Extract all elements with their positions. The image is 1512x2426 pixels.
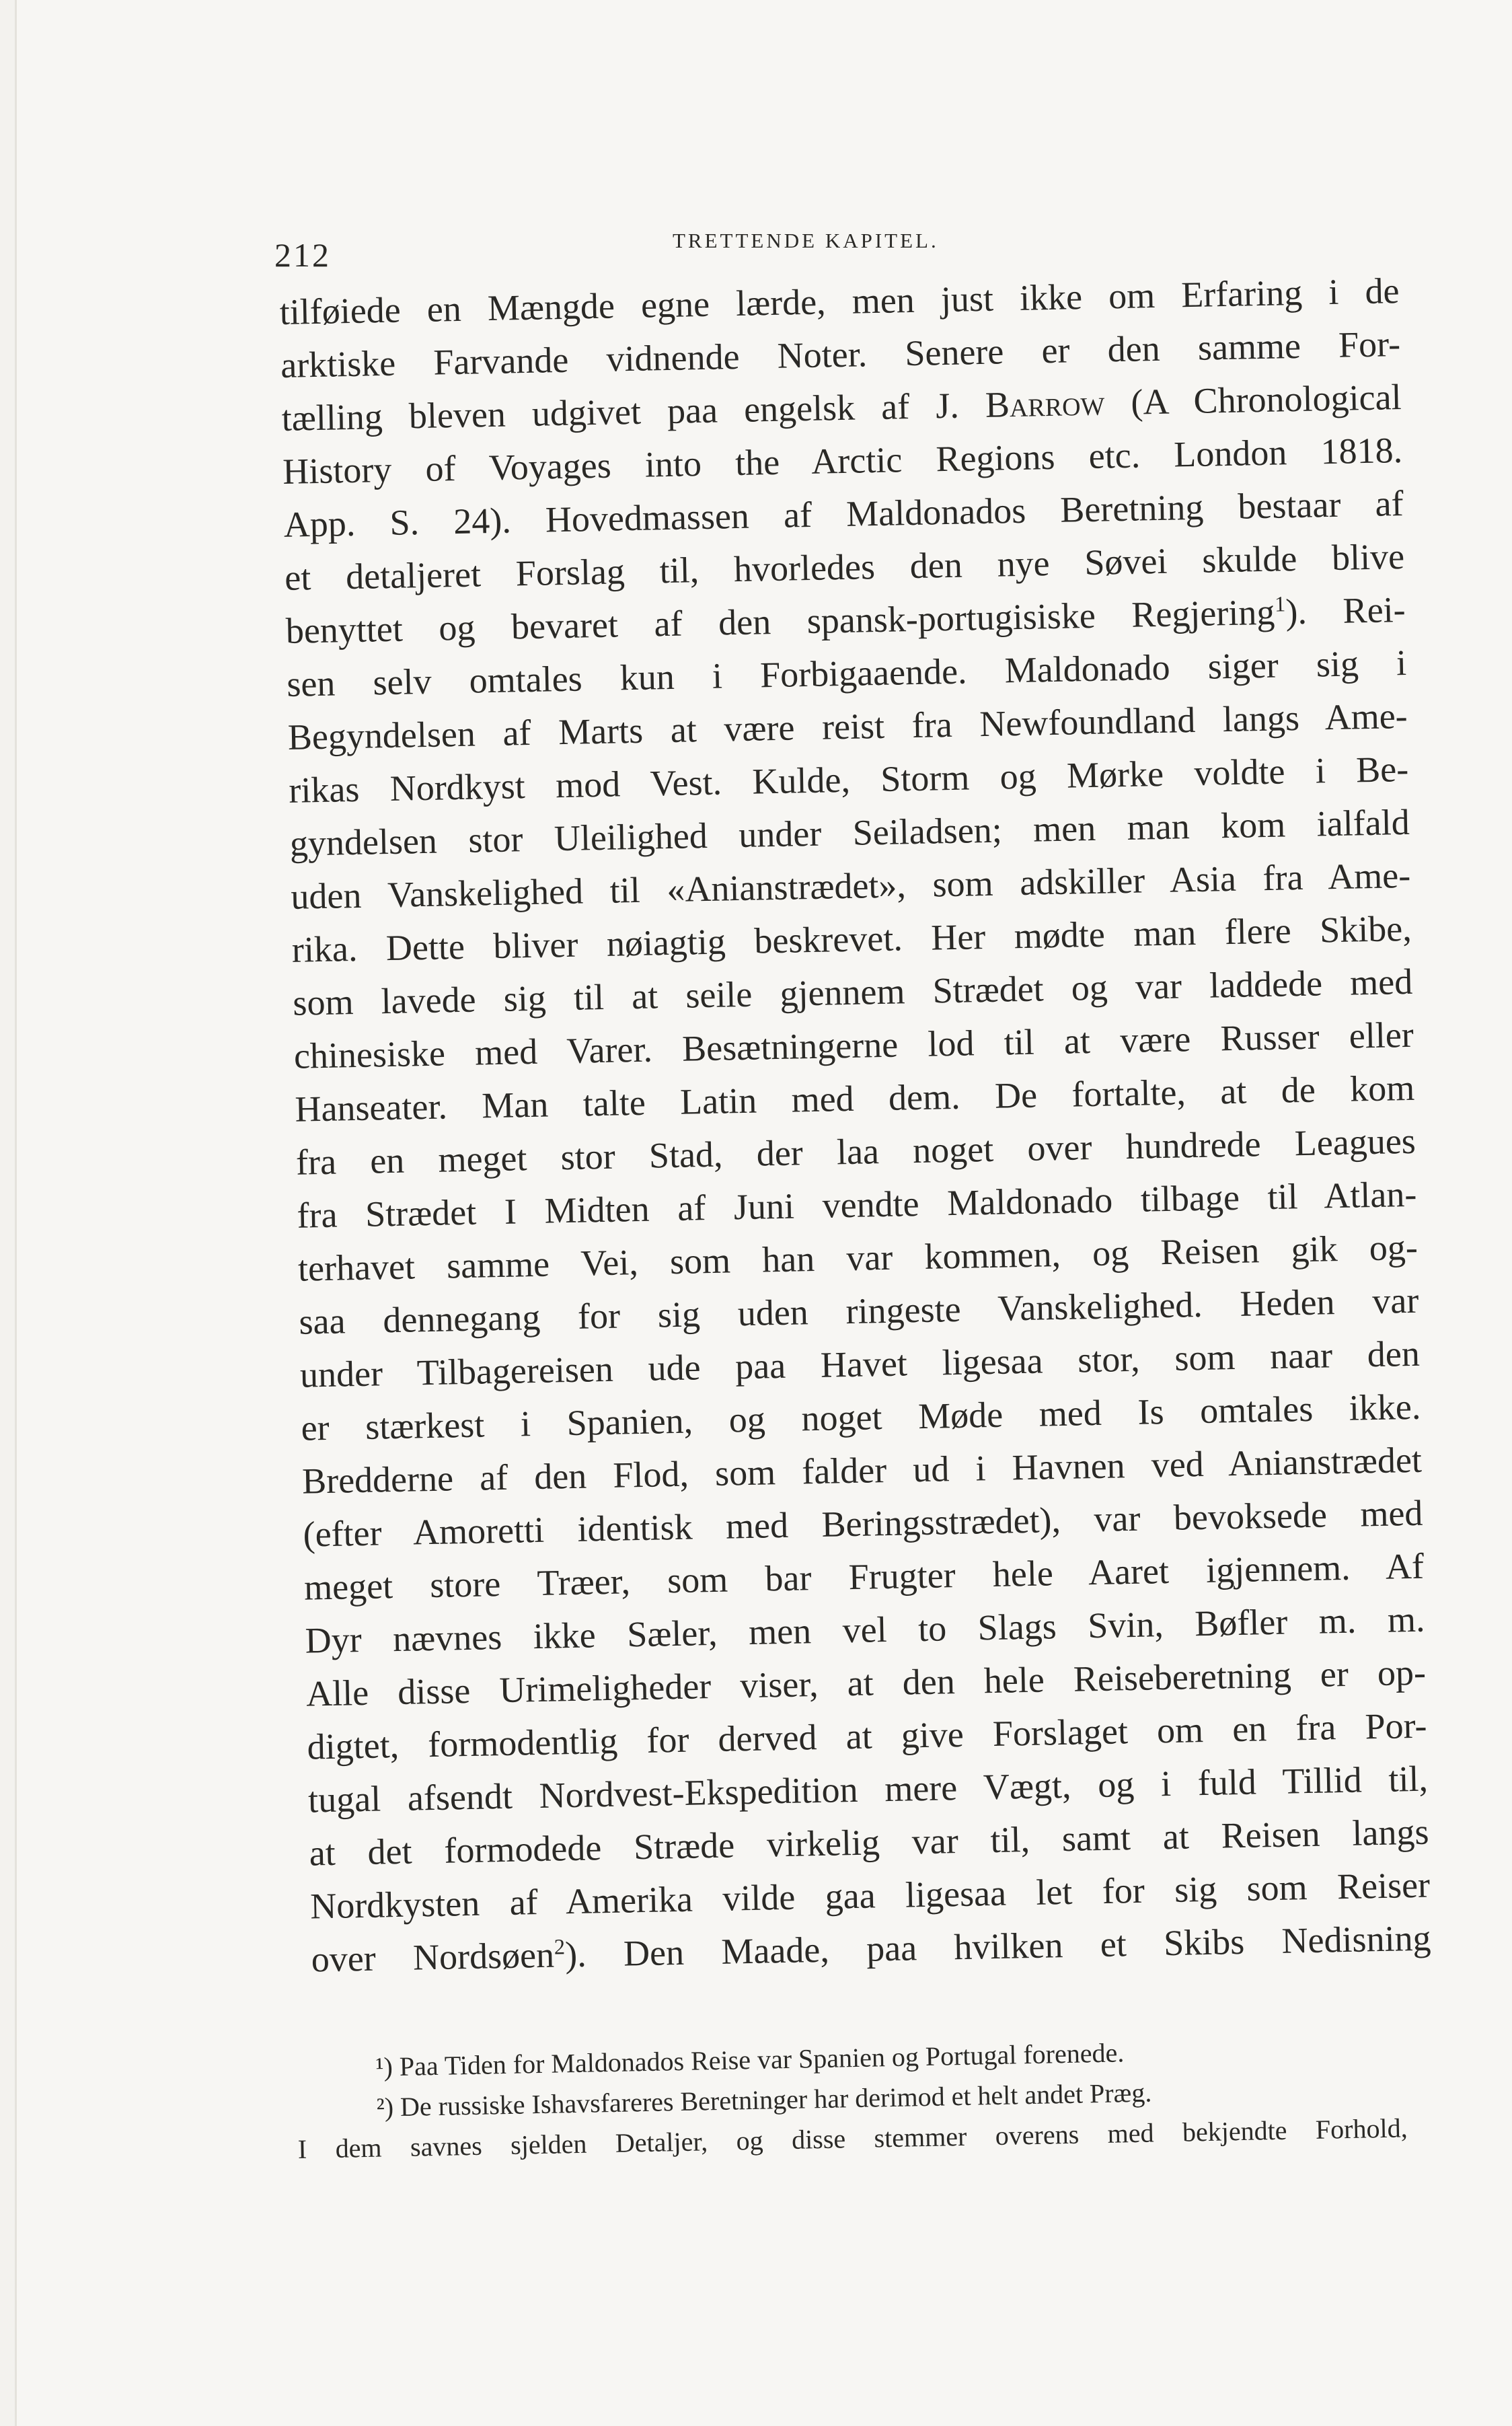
text-line: under Tilbagereisen ude paa Havet ligesaa stor, som naar den (299, 1333, 1421, 1395)
text-line: fra en meget stor Stad, der laa noget over hundrede Leagues (295, 1120, 1416, 1183)
text-line: Hanseater. Man talte Latin med dem. De fortalte, at de kom (294, 1067, 1415, 1130)
footnote-ref: 2 (554, 1935, 566, 1960)
text-line: rika. Dette bliver nøiagtig beskrevet. Her mødte man flere Skibe, (291, 908, 1412, 970)
text-line: chinesiske med Varer. Besætningerne lod til at være Russer eller (293, 1014, 1414, 1076)
text-line: terhavet samme Vei, som han var kommen, og Reisen gik og- (297, 1226, 1419, 1289)
text-line: at det formodede Stræde virkelig var til, samt at Reisen langs (309, 1811, 1429, 1874)
text-line: Dyr nævnes ikke Sæler, men vel to Slags Svin, Bøfler m. m. (305, 1598, 1425, 1661)
text-line: rikas Nordkyst mod Vest. Kulde, Storm og Mørke voldte i Be- (288, 748, 1409, 811)
text-line: sen selv omtales kun i Forbigaaende. Maldonado siger sig i (286, 642, 1407, 704)
running-head: TRETTENDE KAPITEL. (673, 229, 939, 252)
text-line: tilføiede en Mængde egne lærde, men just ikke om Erfaring i de (279, 270, 1400, 332)
text-line: tælling bleven udgivet paa engelsk af J. Barrow (A Chronological (281, 377, 1402, 439)
text-line: tugal afsendt Nordvest-Ekspedition mere Vægt, og i fuld Tillid til, (307, 1758, 1429, 1821)
text-line: er stærkest i Spanien, og noget Møde med Is omtales ikke. (301, 1386, 1421, 1448)
footnote-1: ¹) Paa Tiden for Maldonados Reise var Spanien og Portugal forenede. (375, 2037, 1125, 2082)
text-line: App. S. 24). Hovedmassen af Maldonados Beretning bestaar af (283, 482, 1404, 545)
text-line: benyttet og bevaret af den spansk-portugisiske Regjering$^1$). Rei- (285, 589, 1406, 651)
text-line: fra Strædet I Midten af Juni vendte Maldonado tilbage til Atlan- (296, 1173, 1417, 1236)
text-line: som lavede sig til at seile gjennem Strædet og var laddede med (292, 961, 1413, 1023)
body-text (279, 264, 1431, 1986)
text-line: saa dennegang for sig uden ringeste Vanskelighed. Heden var (298, 1280, 1419, 1342)
text-line: History of Voyages into the Arctic Regions etc. London 1818. (282, 429, 1403, 492)
text-line: uden Vanskelighed til «Anianstrædet», som adskiller Asia fra Ame- (290, 854, 1411, 917)
footnote-2: ²) De russiske Ishavsfareres Beretninger har derimod et helt andet Præg. (376, 2077, 1152, 2123)
page-number: 212 (274, 236, 331, 274)
footnotes (296, 2027, 1408, 2170)
text-line: arktiske Farvande vidnende Noter. Senere er den samme For- (280, 324, 1401, 385)
author-name: Barrow (985, 382, 1105, 425)
text-line: Nordkysten af Amerika vilde gaa ligesaa let for sig som Reiser (309, 1864, 1431, 1927)
text-line: Begyndelsen af Marts at være reist fra Newfoundland langs Ame- (287, 695, 1408, 758)
text-line: Alle disse Urimeligheder viser, at den hele Reiseberetning er op- (305, 1652, 1427, 1714)
text-line: meget store Træer, som bar Frugter hele Aaret igjennem. Af (303, 1545, 1425, 1608)
footnote-2-continuation: I dem savnes sjelden Detaljer, og disse stemmer overens med bekjendte Forhold, (297, 2112, 1408, 2164)
text-line: gyndelsen stor Uleilighed under Seiladsen; men man kom ialfald (289, 801, 1410, 864)
footnote-ref: 1 (1274, 592, 1286, 617)
text-line: (efter Amoretti identisk med Beringsstrædet), var bevoksede med (303, 1492, 1423, 1555)
text-line: over Nordsøen$^2$). Den Maade, paa hvilken et Skibs Nedisning (311, 1917, 1432, 1980)
text-line: Bredderne af den Flod, som falder ud i Havnen ved Anianstrædet (301, 1439, 1423, 1502)
text-line: digtet, formodentlig for derved at give Forslaget om en fra Por- (307, 1705, 1427, 1767)
text-line: et detaljeret Forslag til, hvorledes den nye Søvei skulde blive (284, 536, 1405, 598)
